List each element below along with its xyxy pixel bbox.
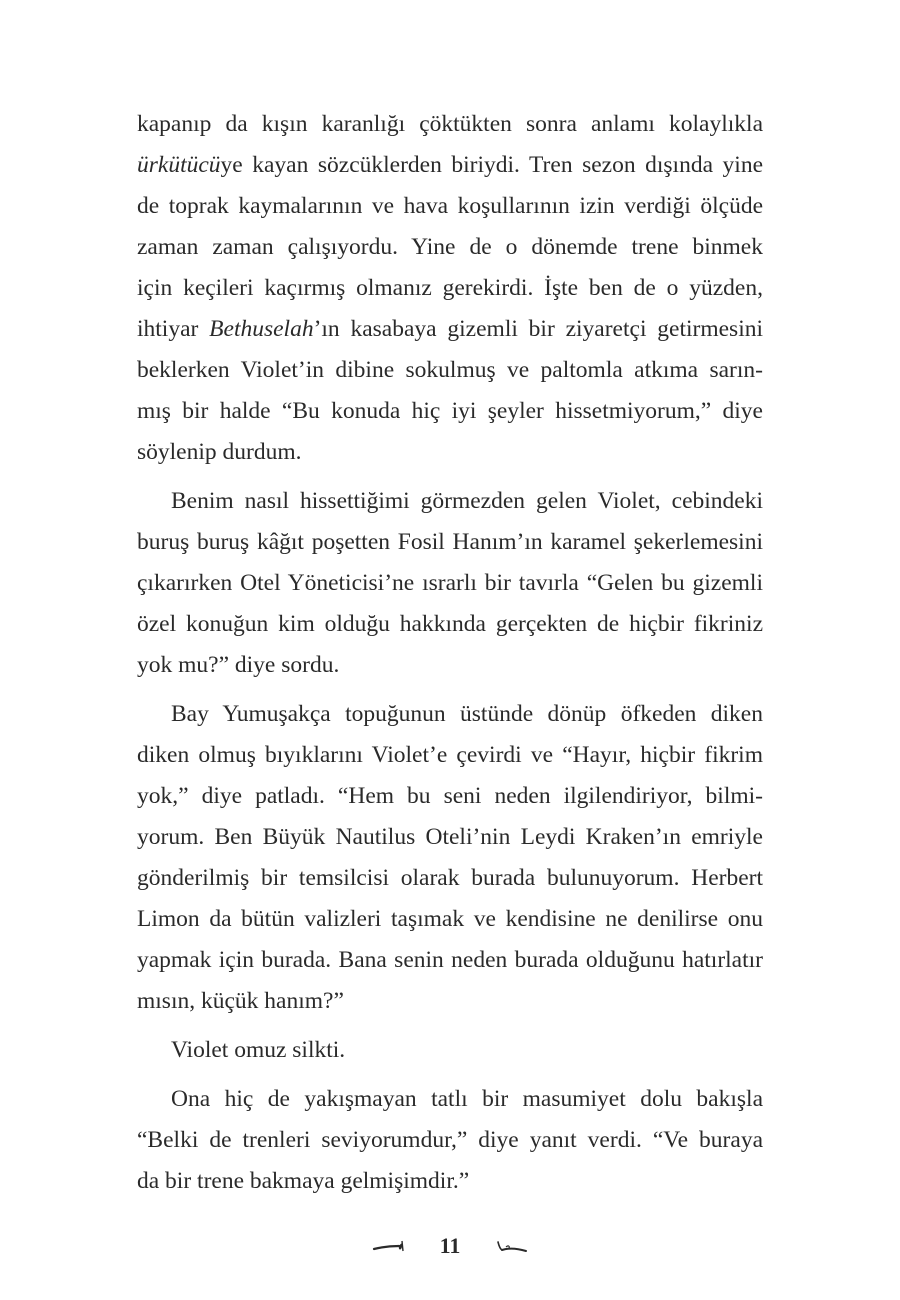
paragraph	[137, 1030, 763, 1071]
text-segment: mısın, küçük hanım?”	[137, 988, 344, 1014]
text-segment: mış bir halde “Bu konuda hiç iyi şeyler hissetmiyorum,” diye	[137, 398, 763, 424]
text-line	[137, 858, 763, 899]
text-segment: zaman zaman çalışıyordu. Yine de o dönemde trene binmek	[137, 234, 763, 260]
text-segment: ihtiyar	[137, 316, 210, 342]
text-line	[137, 694, 763, 735]
text-segment: “Belki de trenleri seviyorumdur,” diye yanıt verdi. “Ve buraya	[137, 1127, 763, 1153]
text-line	[137, 981, 763, 1022]
text-segment: da bir trene bakmaya gelmişimdir.”	[137, 1168, 470, 1194]
text-line	[137, 432, 763, 473]
text-segment: ’ın kasabaya gizemli bir ziyaretçi getirmesini	[313, 316, 764, 342]
text-line	[137, 186, 763, 227]
text-line	[137, 940, 763, 981]
text-line	[137, 1079, 763, 1120]
paragraph	[137, 694, 763, 1022]
text-segment: Violet omuz silkti.	[171, 1037, 346, 1063]
text-line	[137, 268, 763, 309]
text-segment: Bay Yumuşakça topuğunun üstünde dönüp öfkeden diken	[171, 701, 763, 727]
scroll-ornament-right-icon	[494, 1238, 528, 1254]
text-line	[137, 1161, 763, 1202]
page-footer	[0, 1226, 900, 1266]
text-segment: Ona hiç de yakışmayan tatlı bir masumiyet dolu bakışla	[171, 1086, 763, 1112]
text-segment: de toprak kaymalarının ve hava koşullarının izin verdiği ölçüde	[137, 193, 763, 219]
text-line	[137, 227, 763, 268]
paragraph-gap	[137, 1071, 763, 1079]
text-segment: gönderilmiş bir temsilcisi olarak burada bulunuyorum. Herbert	[137, 865, 763, 891]
paragraph	[137, 104, 763, 473]
text-segment: ye kayan sözcüklerden biriydi. Tren sezon dışında yine	[220, 152, 763, 178]
text-line	[137, 350, 763, 391]
text-segment: yok,” diye patladı. “Hem bu seni neden ilgilendiriyor, bilmi-	[137, 783, 763, 809]
text-line	[137, 391, 763, 432]
text-line	[137, 1030, 763, 1071]
paragraph	[137, 1079, 763, 1202]
text-segment: yok mu?” diye sordu.	[137, 652, 340, 678]
text-segment: diken olmuş bıyıklarını Violet’e çevirdi ve “Hayır, hiçbir fikrim	[137, 742, 763, 768]
italic-text: ürkütücü	[137, 152, 221, 178]
text-segment: söylenip durdum.	[137, 439, 302, 465]
text-line	[137, 735, 763, 776]
text-segment: yorum. Ben Büyük Nautilus Oteli’nin Leydi Kraken’ın emriyle	[137, 824, 763, 850]
text-line	[137, 145, 763, 186]
text-segment: Limon da bütün valizleri taşımak ve kendisine ne denilirse onu	[137, 906, 763, 932]
scroll-ornament-left-icon	[372, 1238, 406, 1254]
text-segment: çıkarırken Otel Yöneticisi’ne ısrarlı bir tavırla “Gelen bu gizemli	[137, 570, 763, 596]
text-line	[137, 1120, 763, 1161]
text-line	[137, 522, 763, 563]
paragraph	[137, 481, 763, 686]
text-segment: buruş buruş kâğıt poşetten Fosil Hanım’ın karamel şekerlemesini	[137, 529, 763, 555]
text-segment: Benim nasıl hissettiğimi görmezden gelen Violet, cebindeki	[171, 488, 763, 514]
text-line	[137, 563, 763, 604]
text-line	[137, 645, 763, 686]
paragraph-gap	[137, 1022, 763, 1030]
paragraph-gap	[137, 473, 763, 481]
paragraph-gap	[137, 686, 763, 694]
text-segment: için keçileri kaçırmış olmanız gerekirdi. İşte ben de o yüzden,	[137, 275, 763, 301]
text-line	[137, 817, 763, 858]
italic-text: Bethuselah	[209, 316, 314, 342]
text-line	[137, 481, 763, 522]
text-segment: kapanıp da kışın karanlığı çöktükten sonra anlamı kolaylıkla	[137, 111, 763, 137]
text-line	[137, 604, 763, 645]
text-segment: özel konuğun kim olduğu hakkında gerçekten de hiçbir fikriniz	[137, 611, 763, 637]
text-line	[137, 899, 763, 940]
text-segment: yapmak için burada. Bana senin neden burada olduğunu hatırlatır	[137, 947, 763, 973]
body-text	[137, 104, 763, 1202]
page-number: 11	[439, 1233, 461, 1258]
text-line	[137, 104, 763, 145]
text-line	[137, 309, 763, 350]
text-segment: beklerken Violet’in dibine sokulmuş ve paltomla atkıma sarın-	[137, 357, 763, 383]
text-line	[137, 776, 763, 817]
